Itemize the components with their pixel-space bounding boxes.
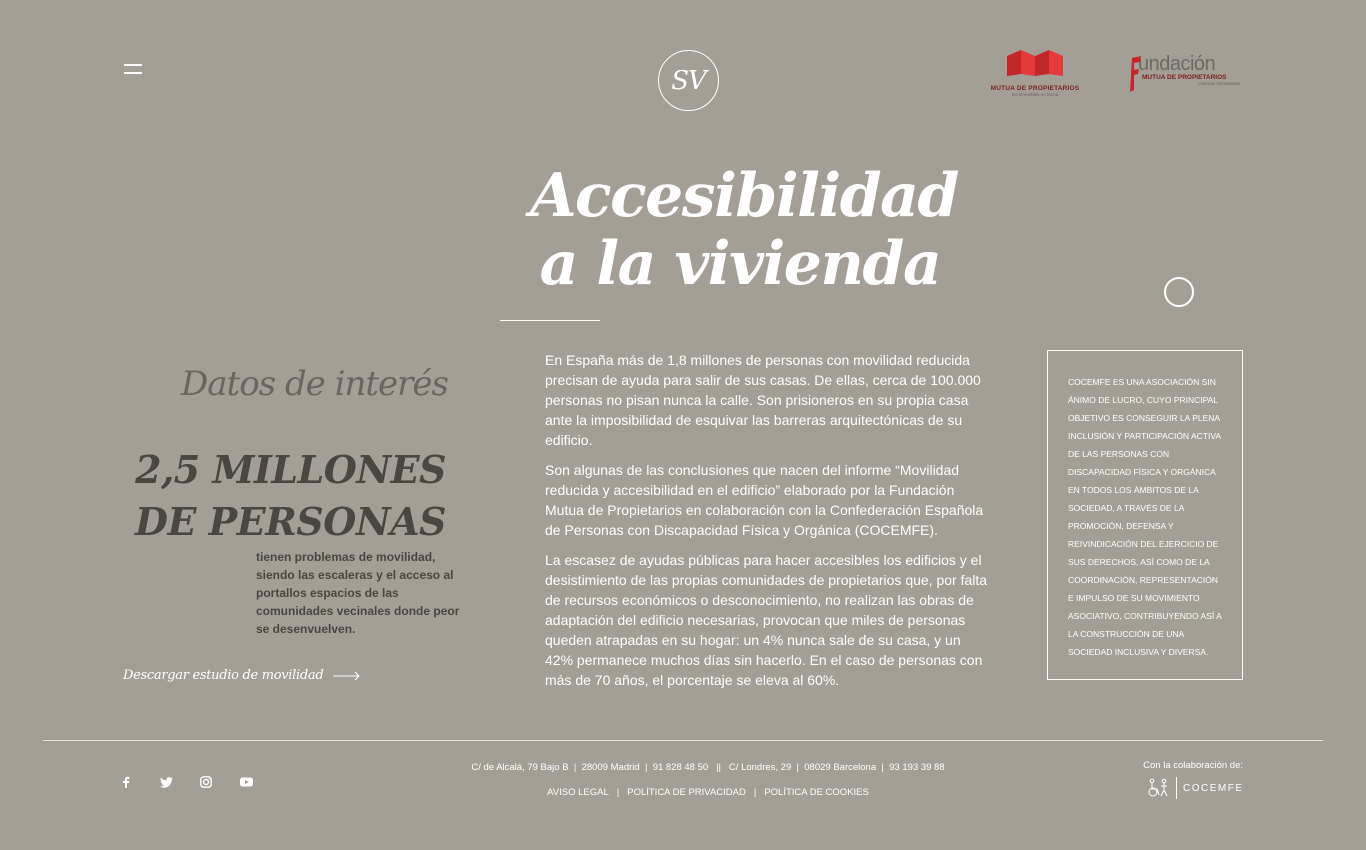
footer-address: C/ de Alcalá, 79 Bajo B | 28009 Madrid | 91 828 48 50 || C/ Londres, 29 | 08029 Barcelona | 93 193 39 88 <box>471 762 945 773</box>
fundacion-f-icon <box>1128 54 1142 94</box>
twitter-icon[interactable] <box>158 774 174 790</box>
youtube-icon[interactable] <box>238 774 254 790</box>
big-stat <box>110 444 446 548</box>
partner2-tagline: Viviendo sin barreras <box>1198 81 1241 86</box>
mutua-propietarios-logo[interactable] <box>980 48 1090 104</box>
paragraph: La escasez de ayudas públicas para hacer accesibles los edificios y el desistimiento de las propias comunidades de propietarios que, por falta de recursos económicos o desconocimiento, no realizan las obras de adaptación del edificio necesarias, provocan que miles de personas queden atrapadas en su hogar: un 4% nunca sale de su casa, y un 42% permanece muchos días sin hacerlo. En el caso de personas con más de 70 años, el porcentaje se eleva al 60%. <box>545 552 988 688</box>
title-line-2: a la vivienda <box>539 229 941 299</box>
cocemfe-logo[interactable] <box>1146 776 1246 800</box>
collab-name: COCEMFE <box>1183 782 1244 794</box>
stat-line-1: 2,5 MILLONES <box>135 447 446 492</box>
cocemfe-info-box <box>1047 350 1243 680</box>
menu-line <box>124 72 142 74</box>
title-line-1: Accesibilidad <box>530 161 958 231</box>
footer-divider <box>43 740 1323 741</box>
legal-links <box>520 787 896 798</box>
privacy-policy-link[interactable]: POLÍTICA DE PRIVACIDAD <box>627 787 746 798</box>
stat-description: tienen problemas de movilidad, siendo las escaleras y el acceso al portallos espacios de las comunidades vecinales donde peor se desenvuelven. <box>256 550 460 636</box>
info-box-text: COCEMFE ES UNA ASOCIACIÓN SIN ÁNIMO DE LUCRO, CUYO PRINCIPAL OBJETIVO ES CONSEGUIR LA PLENA INCLUSIÓN Y PARTICIPACIÓN ACTIVA DE LAS PERSONAS CON DISCAPACIDAD FÍSICA Y ORGÁNICA EN TODOS LOS ÁMBITOS DE LA SOCIEDAD, A TRAVÉS DE LA PROMOCIÓN, DEFENSA Y REIVINDICACIÓN DEL EJERCICIO DE SUS DERECHOS, ASÍ COMO DE LA COORDINACIÓN, REPRESENTACIÓN E IMPULSO DE SU MOVIMIENTO ASOCIATIVO, CONTRIBUYENDO ASÍ A LA CONSTRUCCIÓN DE UNA SOCIEDAD INCLUSIVA Y DIVERSA. <box>1068 377 1222 657</box>
facebook-icon[interactable] <box>118 774 134 790</box>
mutua-house-icon <box>1003 48 1067 78</box>
download-label: Descargar estudio de movilidad <box>123 668 324 683</box>
arrow-right-icon <box>333 671 361 681</box>
paragraph: Son algunas de las conclusiones que nacen del informe “Movilidad reducida y accesibilidad en el edificio” elaborado por la Fundación Mutua de Propietarios en colaboración con la Confederación Española de Personas con Discapacidad Física y Orgánica (COCEMFE). <box>545 462 984 538</box>
divider <box>1176 777 1177 799</box>
accessibility-icon <box>1146 778 1170 798</box>
instagram-icon[interactable] <box>198 774 214 790</box>
partner2-subtitle: MUTUA DE PROPIETARIOS <box>1142 74 1227 81</box>
menu-button[interactable] <box>124 64 142 78</box>
fundacion-logo[interactable] <box>1128 54 1243 104</box>
sv-logo[interactable] <box>658 50 719 111</box>
datos-title: Datos de interés <box>181 364 448 404</box>
logo-text: SV <box>671 65 706 96</box>
collaboration-label: Con la colaboración de: <box>1143 760 1243 771</box>
menu-line <box>124 64 142 66</box>
stat-line-2: DE PERSONAS <box>135 499 446 544</box>
partner2-title: undación <box>1138 53 1216 75</box>
separator: | <box>616 787 620 798</box>
separator: | <box>753 787 757 798</box>
download-study-link[interactable] <box>123 668 361 683</box>
partner1-tagline: tus inmuebles en forma <box>1011 92 1059 97</box>
paragraph: En España más de 1,8 millones de personas con movilidad reducida precisan de ayuda para salir de sus casas. De ellas, cerca de 100.000 personas no pisan nunca la calle. Son prisioneros en su propia casa ante la imposibilidad de esquivar las barreras arquitectónicas de su edificio. <box>545 352 981 448</box>
aviso-legal-link[interactable]: AVISO LEGAL <box>547 787 609 798</box>
circle-button[interactable] <box>1164 277 1194 307</box>
title-divider <box>500 320 600 321</box>
page-title <box>530 161 958 299</box>
cookies-policy-link[interactable]: POLÍTICA DE COOKIES <box>764 787 869 798</box>
body-text <box>545 350 990 700</box>
partner1-name: MUTUA DE PROPIETARIOS <box>990 85 1080 92</box>
